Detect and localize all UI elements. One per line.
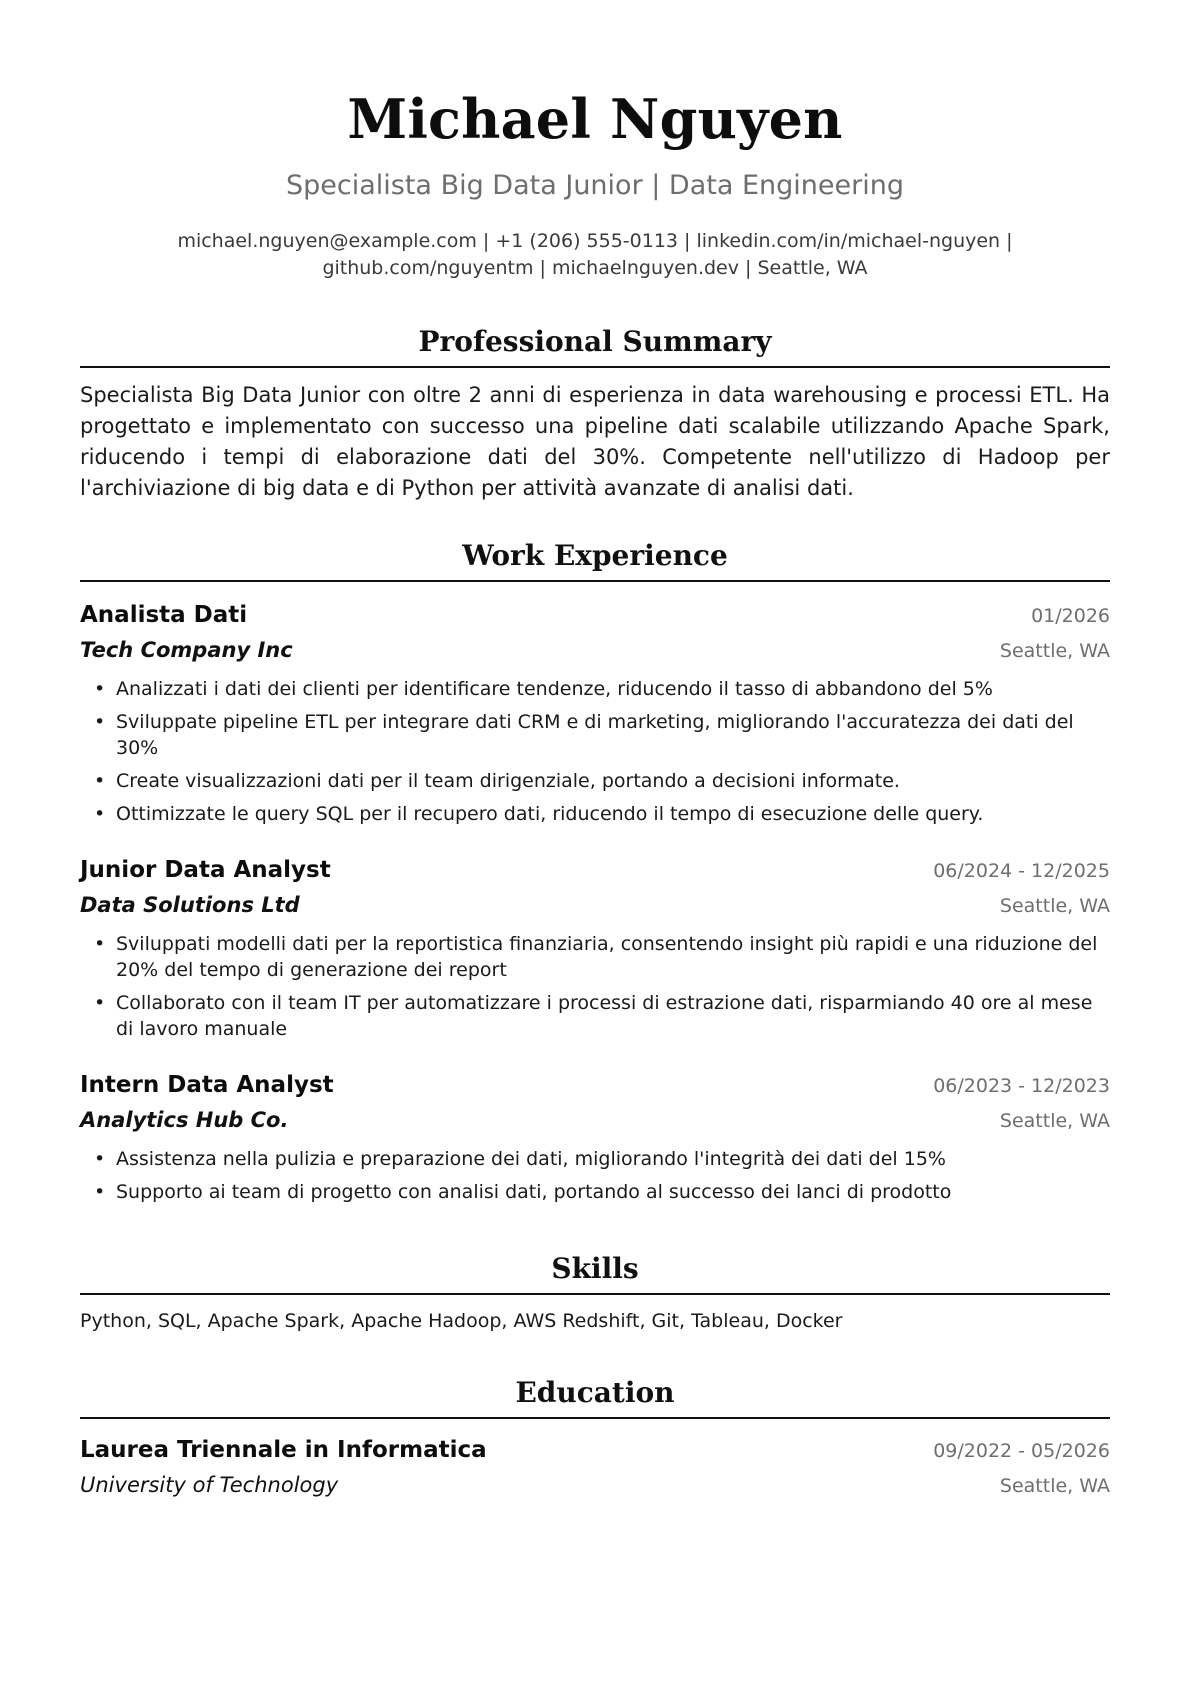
candidate-subtitle: Specialista Big Data Junior | Data Engineering [286, 170, 904, 201]
job-bullet: • Collaborato con il team IT per automatizzare i processi di estrazione dati, risparmiando 40 ore al mese di lavoro manuale [116, 990, 1110, 1042]
job-title: Analista Dati [80, 602, 248, 628]
skills-heading: Skills [80, 1251, 1110, 1295]
candidate-name: Michael Nguyen [347, 87, 843, 151]
job-location: Seattle, WA [999, 1110, 1110, 1132]
education-degree: Laurea Triennale in Informatica [80, 1437, 487, 1463]
job-bullets [80, 676, 1110, 827]
job-date: 01/2026 [1031, 605, 1110, 627]
job-title: Intern Data Analyst [80, 1072, 334, 1098]
education-date: 09/2022 - 05/2026 [933, 1440, 1110, 1462]
job-bullets [80, 1146, 1110, 1205]
job-location: Seattle, WA [999, 895, 1110, 917]
job-company: Analytics Hub Co. [80, 1108, 289, 1132]
summary-heading: Professional Summary [80, 324, 1110, 368]
education-entry [80, 1433, 1110, 1503]
job-entry [80, 1068, 1110, 1205]
job-company-row [80, 888, 1110, 923]
job-entry [80, 598, 1110, 827]
summary-text: Specialista Big Data Junior con oltre 2 anni di esperienza in data warehousing e processi ETL. Ha progettato e implementato con successo una pipeline dati scalabile utilizzando Apache Spark, riducendo i tempi di elaborazione dati del 30%. Competente nell'utilizzo di Hadoop per l'archiviazione di big data e di Python per attività avanzate di analisi dati. [80, 383, 1110, 500]
job-bullet: • Supporto ai team di progetto con analisi dati, portando al successo dei lanci di prodotto [116, 1179, 1110, 1205]
education-school: University of Technology [80, 1473, 339, 1497]
education-location: Seattle, WA [999, 1475, 1110, 1497]
job-bullet: • Sviluppate pipeline ETL per integrare dati CRM e di marketing, migliorando l'accuratezza dei dati del 30% [116, 709, 1110, 761]
job-date: 06/2023 - 12/2023 [933, 1075, 1110, 1097]
job-title-row [80, 598, 1110, 633]
education-school-row [80, 1468, 1110, 1503]
resume-header [80, 0, 1110, 282]
job-company-row [80, 633, 1110, 668]
job-bullets [80, 931, 1110, 1042]
skills-list: Python, SQL, Apache Spark, Apache Hadoop, AWS Redshift, Git, Tableau, Docker [80, 1310, 843, 1332]
education-degree-row [80, 1433, 1110, 1468]
job-title-row [80, 853, 1110, 888]
job-title-row [80, 1068, 1110, 1103]
work-experience-heading: Work Experience [80, 538, 1110, 582]
contact-line: michael.nguyen@example.com | +1 (206) 555-0113 | linkedin.com/in/michael-nguyen | github.com/nguyentm | michaelnguyen.dev | Seattle, WA [177, 230, 1013, 279]
education-heading: Education [80, 1375, 1110, 1419]
job-entry [80, 853, 1110, 1042]
job-bullet: • Sviluppati modelli dati per la reportistica finanziaria, consentendo insight più rapidi e una riduzione del 20% del tempo di generazione dei report [116, 931, 1110, 983]
job-bullet: • Ottimizzate le query SQL per il recupero dati, riducendo il tempo di esecuzione delle query. [116, 801, 1110, 827]
job-bullet: • Create visualizzazioni dati per il team dirigenziale, portando a decisioni informate. [116, 768, 1110, 794]
job-bullet: • Analizzati i dati dei clienti per identificare tendenze, riducendo il tasso di abbandono del 5% [116, 676, 1110, 702]
job-company: Data Solutions Ltd [80, 893, 300, 917]
job-date: 06/2024 - 12/2025 [933, 860, 1110, 882]
job-location: Seattle, WA [999, 640, 1110, 662]
job-title: Junior Data Analyst [80, 857, 331, 883]
job-company-row [80, 1103, 1110, 1138]
job-bullet: • Assistenza nella pulizia e preparazione dei dati, migliorando l'integrità dei dati del 15% [116, 1146, 1110, 1172]
job-company: Tech Company Inc [80, 638, 293, 662]
